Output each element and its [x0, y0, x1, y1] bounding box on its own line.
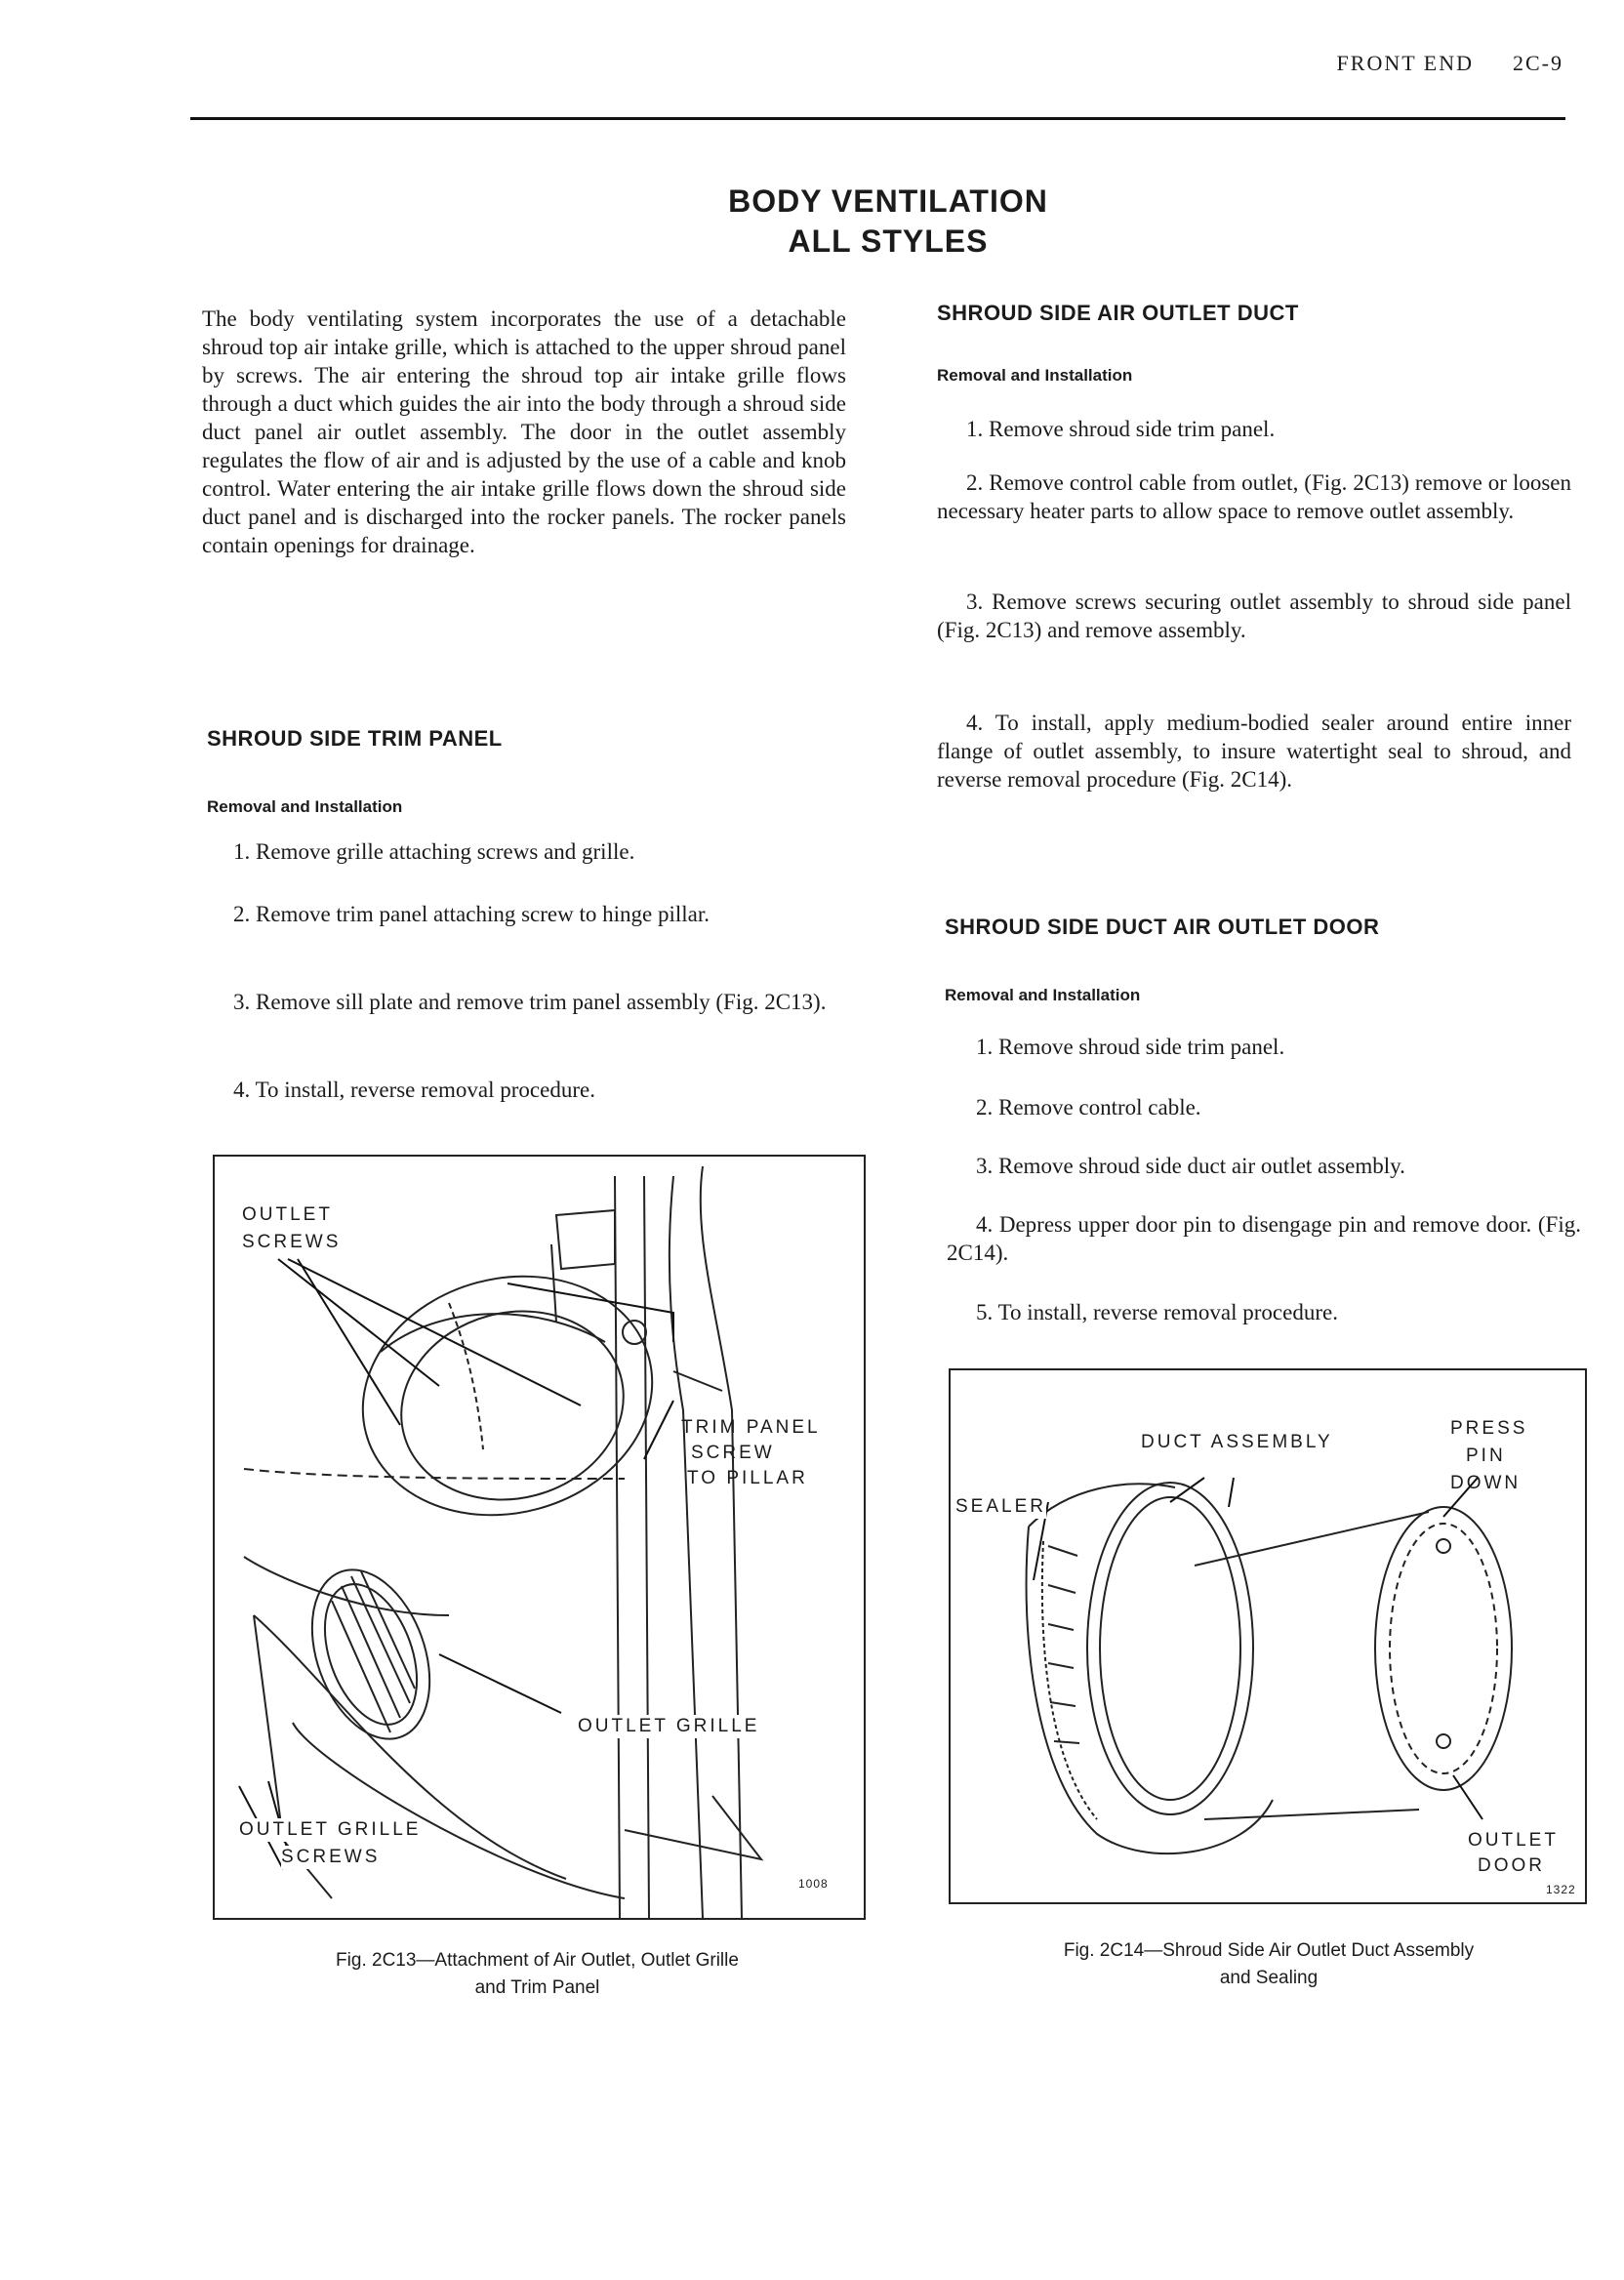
trim-step-2: 2. Remove trim panel attaching screw to hinge pillar. — [233, 902, 710, 926]
figure-2c13-number: 1008 — [798, 1877, 829, 1891]
label-trim-panel-3: TO PILLAR — [687, 1468, 808, 1488]
trim-step-4: 4. To install, reverse removal procedure. — [233, 1078, 595, 1102]
label-press-3: DOWN — [1450, 1473, 1522, 1493]
trim-panel-heading: SHROUD SIDE TRIM PANEL — [207, 726, 503, 751]
intro-paragraph: The body ventilating system incorporates the use of a detachable shroud top air intake grille, which is attached to the upper shroud panel by screws. The air entering the shroud top air intake grille flows through a duct which guides the air into the body through a shroud side duct panel air outlet assembly. The door in the outlet assembly regulates the flow of air and is adjusted by the use of a cable and knob control. Water entering the air intake grille flows down the shroud side duct panel and is discharged into the rocker panels. The rocker panels contain openings for drainage. — [202, 306, 846, 557]
label-trim-panel-2: SCREW — [691, 1443, 775, 1463]
figure-2c13-drawing — [215, 1157, 864, 1918]
label-press-1: PRESS — [1450, 1418, 1528, 1439]
outlet-duct-heading: SHROUD SIDE AIR OUTLET DUCT — [937, 301, 1299, 325]
outlet-duct-step-2: 2. Remove control cable from outlet, (Fig. 2C13) remove or loosen necessary heater parts to allow space to remove outlet assembly. — [937, 470, 1571, 523]
running-header — [1298, 51, 1563, 76]
outlet-door-step-3: 3. Remove shroud side duct air outlet assembly. — [976, 1154, 1405, 1178]
page-title: BODY VENTILATION — [728, 183, 1048, 219]
label-press-2: PIN — [1466, 1445, 1506, 1466]
outlet-door-step-2: 2. Remove control cable. — [976, 1095, 1201, 1120]
figure-2c13-caption-line-1: Fig. 2C13—Attachment of Air Outlet, Outlet Grille — [336, 1950, 739, 1971]
outlet-duct-subheading: Removal and Installation — [937, 366, 1133, 385]
label-grille-screws-1: OUTLET GRILLE — [239, 1819, 422, 1840]
figure-2c13-caption — [213, 1947, 862, 2002]
trim-step-3: 3. Remove sill plate and remove trim panel assembly (Fig. 2C13). — [233, 990, 827, 1014]
outlet-duct-step-1: 1. Remove shroud side trim panel. — [966, 417, 1276, 441]
figure-2c14-caption — [961, 1937, 1576, 1992]
trim-panel-subheading: Removal and Installation — [207, 797, 403, 816]
trim-step-1: 1. Remove grille attaching screws and grille. — [233, 839, 635, 864]
label-trim-panel-1: TRIM PANEL — [681, 1417, 821, 1438]
outlet-duct-step-3: 3. Remove screws securing outlet assembly to shroud side panel (Fig. 2C13) and remove assembly. — [937, 590, 1571, 642]
label-outlet-door-2: DOOR — [1478, 1855, 1545, 1876]
running-header-section: FRONT END — [1336, 51, 1474, 75]
page-subtitle: ALL STYLES — [788, 224, 989, 259]
figure-2c14-number: 1322 — [1546, 1883, 1576, 1896]
figure-2c13 — [213, 1155, 866, 1920]
label-outlet-grille: OUTLET GRILLE — [578, 1716, 760, 1736]
label-sealer: SEALER — [955, 1496, 1046, 1517]
outlet-door-step-5: 5. To install, reverse removal procedure. — [976, 1300, 1338, 1324]
label-duct-assembly: DUCT ASSEMBLY — [1141, 1432, 1333, 1452]
outlet-door-step-4: 4. Depress upper door pin to disengage pin and remove door. (Fig. 2C14). — [947, 1212, 1581, 1265]
outlet-duct-step-4: 4. To install, apply medium-bodied sealer around entire inner flange of outlet assembly, to insure watertight seal to shroud, and reverse removal procedure (Fig. 2C14). — [937, 711, 1571, 792]
label-outlet-screws-2: SCREWS — [242, 1232, 342, 1252]
figure-2c14-caption-line-1: Fig. 2C14—Shroud Side Air Outlet Duct Assembly — [1063, 1940, 1475, 1961]
running-header-page: 2C-9 — [1513, 51, 1563, 75]
outlet-door-step-1: 1. Remove shroud side trim panel. — [976, 1035, 1285, 1059]
figure-2c13-caption-line-2: and Trim Panel — [474, 1977, 600, 1998]
label-grille-screws-2: SCREWS — [281, 1847, 381, 1867]
figure-2c14 — [949, 1368, 1587, 1904]
header-rule — [190, 117, 1565, 120]
outlet-door-heading: SHROUD SIDE DUCT AIR OUTLET DOOR — [945, 915, 1380, 939]
label-outlet-screws-1: OUTLET — [242, 1204, 333, 1225]
label-outlet-door-1: OUTLET — [1468, 1830, 1559, 1851]
outlet-door-subheading: Removal and Installation — [945, 986, 1141, 1004]
figure-2c14-caption-line-2: and Sealing — [1219, 1968, 1319, 1988]
